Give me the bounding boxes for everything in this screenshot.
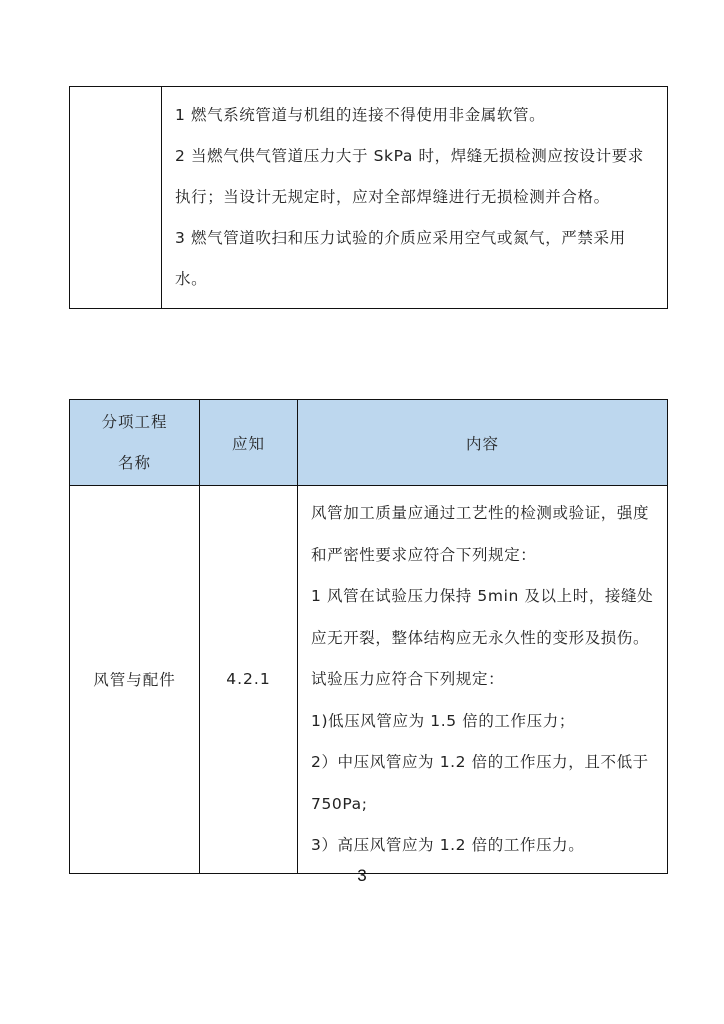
requirement-item: 3 燃气管道吹扫和压力试验的介质应采用空气或氮气，严禁采用水。 [175, 229, 626, 288]
content-cell [298, 486, 668, 874]
header-subproject-name: 分项工程名称 [70, 400, 200, 486]
subproject-name-cell: 风管与配件 [70, 486, 200, 874]
duct-requirements-table [69, 399, 668, 874]
table-header-row [70, 400, 668, 486]
content-paragraph: 3）高压风管应为 1.2 倍的工作压力。 [311, 836, 585, 854]
header-content: 内容 [298, 400, 668, 486]
requirements-cell [162, 87, 668, 309]
requirements-table-continued [69, 86, 668, 309]
content-paragraph: 2）中压风管应为 1.2 倍的工作压力，且不低于 750Pa; [311, 753, 649, 813]
content-paragraph: 风管加工质量应通过工艺性的检测或验证，强度和严密性要求应符合下列规定： [311, 504, 650, 564]
empty-left-cell [70, 87, 162, 309]
content-paragraph: 1)低压风管应为 1.5 倍的工作压力； [311, 711, 575, 730]
clause-number-cell: 4.2.1 [200, 486, 298, 874]
header-knowledge: 应知 [200, 400, 298, 486]
table-row [70, 87, 668, 309]
requirement-item: 1 燃气系统管道与机组的连接不得使用非金属软管。 [175, 106, 546, 124]
requirement-item: 2 当燃气供气管道压力大于 SkPa 时，焊缝无损检测应按设计要求执行；当设计无规定时，应对全部焊缝进行无损检测并合格。 [175, 147, 644, 206]
page-number: 3 [357, 866, 367, 885]
table-row [70, 486, 668, 874]
content-paragraph: 1 风管在试验压力保持 5min 及以上时，接缝处应无开裂，整体结构应无永久性的变形及损伤。试验压力应符合下列规定： [311, 587, 654, 688]
